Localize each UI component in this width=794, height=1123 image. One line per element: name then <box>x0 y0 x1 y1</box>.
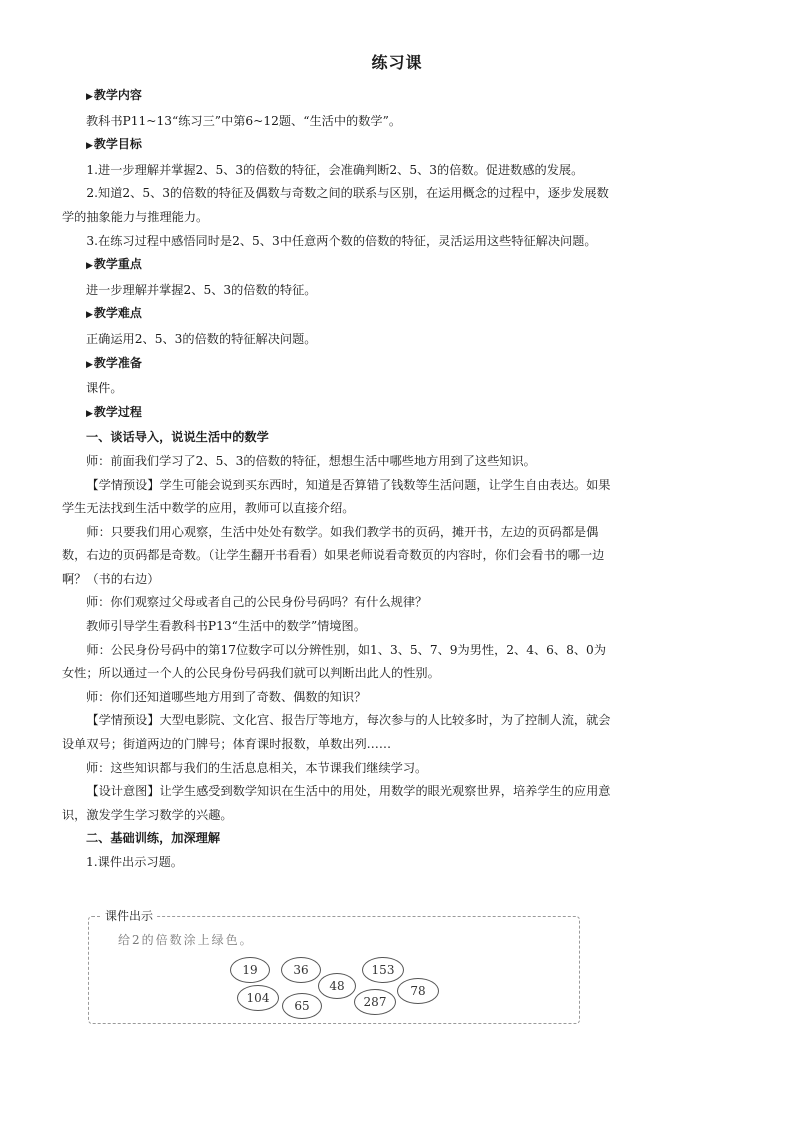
paragraph-8: 【学情预设】大型电影院、文化宫、报告厅等地方，每次参与的人比较多时，为了控制人流，就会设单双号；街道两边的门牌号；体育课时报数，单数出列…… <box>62 713 611 752</box>
triangle-bullet-icon: ▶ <box>86 408 93 419</box>
section-heading-prep: ▶教学准备 <box>86 355 142 370</box>
section-heading-key: ▶教学重点 <box>86 257 142 272</box>
section-heading-content: ▶教学内容 <box>86 88 142 102</box>
paragraph-3: 师：只要我们用心观察，生活中处处有数学。如我们教学书的页码，摊开书，左边的页码都是偶数，右边的页码都是奇数。（让学生翻开书看看）如果老师说看奇数页的内容时，你们会看书的哪一边啊？（书的右边） <box>62 524 605 586</box>
paragraph-4: 师：你们观察过父母或者自己的公民身份号码吗？有什么规律？ <box>86 595 428 610</box>
number-oval: 78 <box>397 978 439 1004</box>
part2-heading: 二、基础训练，加深理解 <box>86 831 221 846</box>
number-oval: 104 <box>237 985 279 1011</box>
exercise-label: 课件出示 <box>101 907 157 924</box>
triangle-bullet-icon: ▶ <box>86 359 93 370</box>
section-heading-process: ▶教学过程 <box>86 404 142 419</box>
paragraph-7: 师：你们还知道哪些地方用到了奇数、偶数的知识？ <box>86 689 367 704</box>
paragraph-9: 师：这些知识都与我们的生活息息相关，本节课我们继续学习。 <box>86 760 428 775</box>
goal-2: 2.知道2、5、3的倍数的特征及偶数与奇数之间的联系与区别，在运用概念的过程中，逐步发展数学的抽象能力与推理能力。 <box>62 186 609 224</box>
lesson-body <box>62 84 612 875</box>
number-oval: 19 <box>230 957 270 983</box>
key-text: 进一步理解并掌握2、5、3的倍数的特征。 <box>86 282 317 297</box>
prep-text: 课件。 <box>86 381 123 396</box>
number-oval: 153 <box>362 957 404 983</box>
number-oval: 287 <box>354 989 396 1015</box>
content-text: 教科书P11~13“练习三”中第6~12题、“生活中的数学”。 <box>86 113 402 128</box>
number-oval: 65 <box>282 993 322 1019</box>
goal-1: 1.进一步理解并掌握2、5、3的倍数的特征，会准确判断2、5、3的倍数。促进数感的发展。 <box>86 162 584 177</box>
number-oval: 36 <box>281 957 321 983</box>
difficulty-text: 正确运用2、5、3的倍数的特征解决问题。 <box>86 331 317 346</box>
page-title: 练习课 <box>371 53 423 72</box>
triangle-bullet-icon: ▶ <box>86 141 93 152</box>
section-heading-difficulty: ▶教学难点 <box>86 306 142 321</box>
goal-3: 3.在练习过程中感悟同时是2、5、3中任意两个数的倍数的特征，灵活运用这些特征解决问题。 <box>86 233 597 248</box>
triangle-bullet-icon: ▶ <box>86 261 93 272</box>
triangle-bullet-icon: ▶ <box>86 92 93 102</box>
section-heading-goals: ▶教学目标 <box>86 137 142 152</box>
exercise-instruction: 给2的倍数涂上绿色。 <box>118 933 254 947</box>
triangle-bullet-icon: ▶ <box>86 310 93 321</box>
paragraph-1: 师：前面我们学习了2、5、3的倍数的特征，想想生活中哪些地方用到了这些知识。 <box>86 453 536 468</box>
part1-heading: 一、谈话导入，说说生活中的数学 <box>86 430 269 445</box>
paragraph-2: 【学情预设】学生可能会说到买东西时，知道是否算错了钱数等生活问题，让学生自由表达。如果学生无法找到生活中数学的应用，教师可以直接介绍。 <box>62 477 611 516</box>
paragraph-6: 师：公民身份号码中的第17位数字可以分辨性别，如1、3、5、7、9为男性，2、4、6、8、0为女性；所以通过一个人的公民身份号码我们就可以判断出此人的性别。 <box>62 642 607 681</box>
paragraph-11: 1.课件出示习题。 <box>86 855 183 869</box>
paragraph-10: 【设计意图】让学生感受到数学知识在生活中的用处，用数学的眼光观察世界，培养学生的应用意识，激发学生学习数学的兴趣。 <box>62 784 611 822</box>
number-oval: 48 <box>318 973 356 999</box>
paragraph-5: 教师引导学生看教科书P13“生活中的数学”情境图。 <box>86 619 366 634</box>
